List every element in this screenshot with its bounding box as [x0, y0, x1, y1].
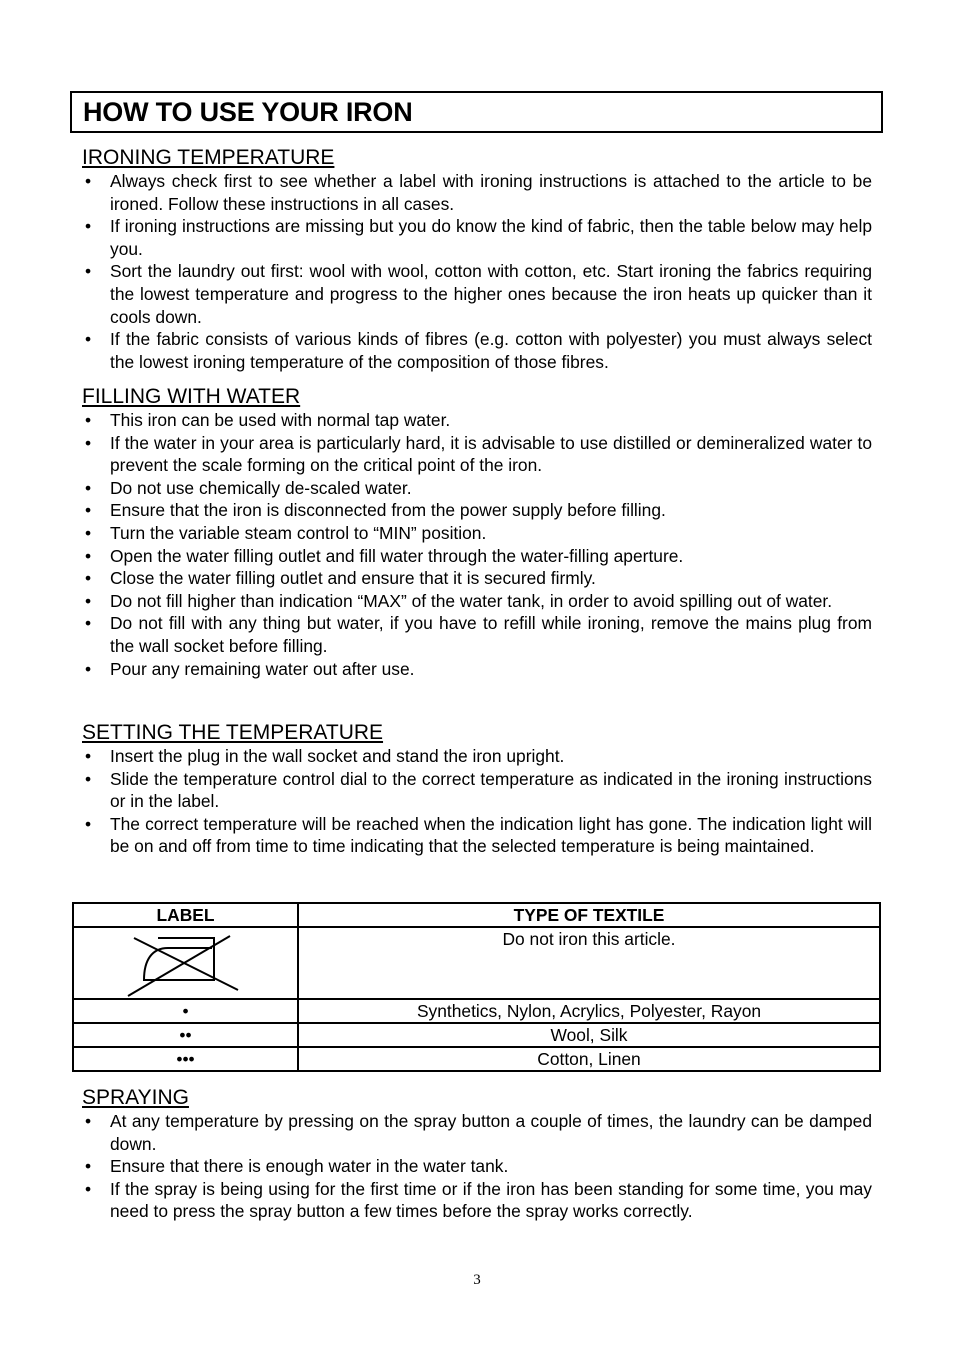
- table-cell-type: Cotton, Linen: [298, 1047, 880, 1071]
- bullet: •: [84, 613, 92, 634]
- table-cell-label: •••: [73, 1047, 298, 1071]
- table-cell-label: [73, 927, 298, 999]
- section-heading: IRONING TEMPERATURE: [82, 146, 335, 169]
- list-item: • If the fabric consists of various kinds of fibres (e.g. cotton with polyester) you must always select the lowest ironing temperature of the composition of those fibres.: [82, 328, 872, 373]
- textile-table: [72, 902, 881, 1072]
- list-item: • If ironing instructions are missing but you do know the kind of fabric, then the table below may help you.: [82, 215, 872, 260]
- list-item: • Slide the temperature control dial to the correct temperature as indicated in the ironing instructions or in the label.: [82, 768, 872, 813]
- table-row: [73, 1047, 880, 1071]
- list-item: • Pour any remaining water out after use.: [82, 658, 872, 681]
- bullet: •: [84, 590, 92, 611]
- section-heading: SPRAYING: [82, 1086, 189, 1109]
- table-row: [73, 927, 880, 999]
- bullet: •: [84, 216, 92, 237]
- list-item: • If the water in your area is particularly hard, it is advisable to use distilled or demineralized water to prevent the scale forming on the critical point of the iron.: [82, 432, 872, 477]
- section-setting-the-temperature: [82, 720, 872, 858]
- bullet: •: [84, 768, 92, 789]
- list-item: • Sort the laundry out first: wool with wool, cotton with cotton, etc. Start ironing the fabrics requiring the lowest temperature and progress to the higher ones because the iron heats up quicker than it cools down.: [82, 260, 872, 328]
- page-title-box: [70, 91, 883, 133]
- bullet-list: [82, 409, 872, 680]
- table-header-row: [73, 903, 880, 927]
- bullet-list: [82, 1110, 872, 1223]
- list-item: • Ensure that the iron is disconnected from the power supply before filling.: [82, 499, 872, 522]
- bullet: •: [84, 410, 92, 430]
- column-header-label: LABEL: [73, 903, 298, 927]
- bullet: •: [84, 261, 92, 282]
- bullet: •: [84, 432, 92, 453]
- list-item: • Turn the variable steam control to “MIN” position.: [82, 522, 872, 545]
- list-item: • If the spray is being using for the first time or if the iron has been standing for some time, you may need to press the spray button a few times before the spray works correctly.: [82, 1178, 872, 1223]
- bullet: •: [84, 477, 92, 498]
- list-item: • This iron can be used with normal tap water.: [82, 409, 872, 432]
- table-cell-type: Do not iron this article.: [298, 927, 880, 999]
- crossed-out-iron-icon: [126, 930, 246, 998]
- bullet: •: [84, 1156, 92, 1177]
- list-item: • Do not fill higher than indication “MAX” of the water tank, in order to avoid spilling out of water.: [82, 590, 872, 613]
- table-cell-label: •: [73, 999, 298, 1023]
- list-item: • Ensure that there is enough water in the water tank.: [82, 1155, 872, 1178]
- bullet-list: [82, 170, 872, 373]
- list-item: • Do not fill with any thing but water, if you have to refill while ironing, remove the mains plug from the wall socket before filling.: [82, 612, 872, 657]
- list-item: • At any temperature by pressing on the spray button a couple of times, the laundry can be damped down.: [82, 1110, 872, 1155]
- list-item: • Insert the plug in the wall socket and stand the iron upright.: [82, 745, 872, 768]
- page-title: HOW TO USE YOUR IRON: [83, 97, 413, 127]
- section-ironing-temperature: [82, 145, 872, 373]
- section-spraying: [82, 1085, 872, 1223]
- column-header-type: TYPE OF TEXTILE: [298, 903, 880, 927]
- table-cell-label: ••: [73, 1023, 298, 1047]
- bullet: •: [84, 746, 92, 766]
- table-row: [73, 1023, 880, 1047]
- list-item: • Do not use chemically de-scaled water.: [82, 477, 872, 500]
- list-item: • Open the water filling outlet and fill water through the water-filling aperture.: [82, 545, 872, 568]
- bullet: •: [84, 545, 92, 566]
- bullet: •: [84, 522, 92, 543]
- bullet-list: [82, 745, 872, 858]
- bullet: •: [84, 813, 92, 834]
- bullet: •: [84, 1111, 92, 1131]
- bullet: •: [84, 329, 92, 350]
- bullet: •: [84, 171, 92, 191]
- section-heading: FILLING WITH WATER: [82, 385, 301, 408]
- table-row: [73, 999, 880, 1023]
- table-cell-type: Wool, Silk: [298, 1023, 880, 1047]
- bullet: •: [84, 568, 92, 589]
- bullet: •: [84, 500, 92, 521]
- section-heading: SETTING THE TEMPERATURE: [82, 721, 384, 744]
- bullet: •: [84, 1178, 92, 1199]
- page-number: 3: [473, 1272, 481, 1288]
- list-item: • The correct temperature will be reached when the indication light has gone. The indication light will be on and off from time to time indicating that the selected temperature is being maintained.: [82, 813, 872, 858]
- table-cell-type: Synthetics, Nylon, Acrylics, Polyester, Rayon: [298, 999, 880, 1023]
- section-filling-with-water: [82, 384, 872, 680]
- bullet: •: [84, 658, 92, 679]
- list-item: • Close the water filling outlet and ensure that it is secured firmly.: [82, 567, 872, 590]
- list-item: • Always check first to see whether a label with ironing instructions is attached to the article to be ironed. Follow these instructions in all cases.: [82, 170, 872, 215]
